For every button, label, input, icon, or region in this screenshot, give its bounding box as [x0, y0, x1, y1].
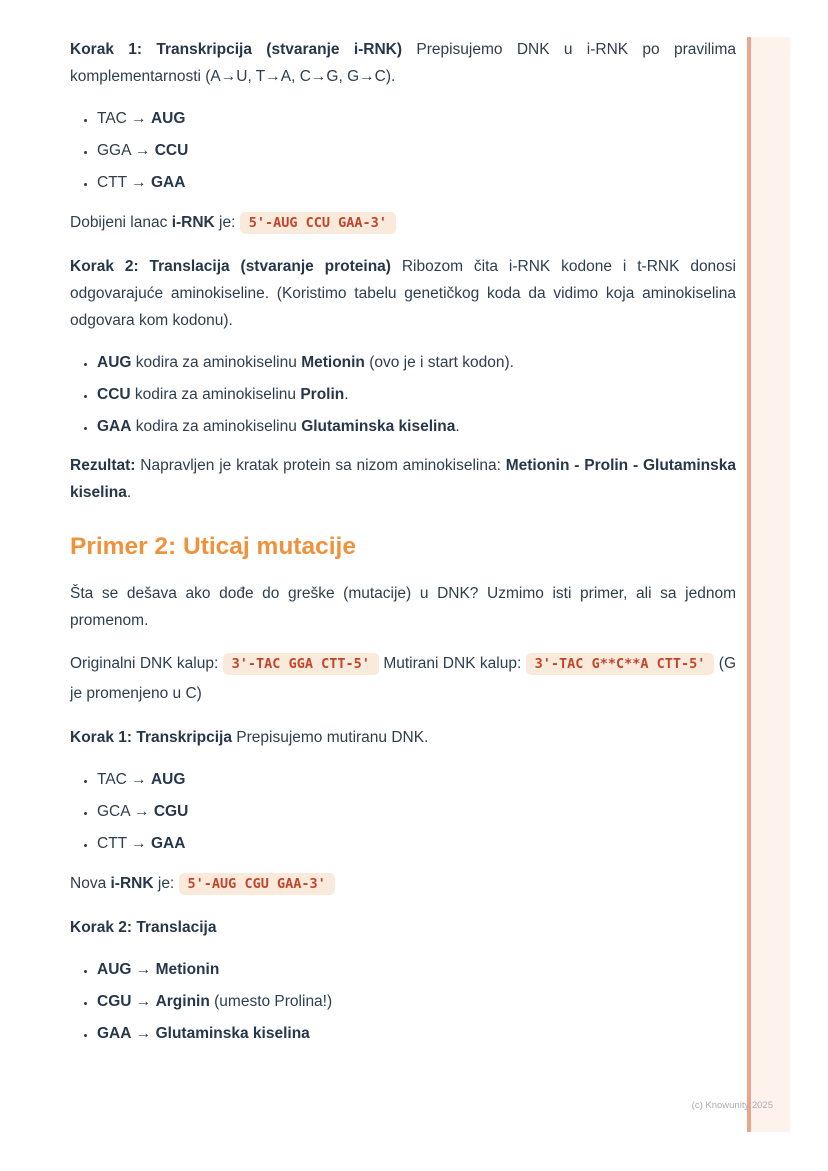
- bold-text: i-RNK: [171, 214, 215, 231]
- bold-text: Metionin: [155, 961, 220, 978]
- paragraph-korak1-transkripcija: [70, 36, 736, 90]
- text-segment: Dobijeni lanac: [70, 214, 172, 231]
- bold-text: CCU: [154, 142, 189, 159]
- code-chip-irnk-result: 5'-AUG CCU GAA-3': [240, 212, 396, 234]
- list-item: [97, 988, 736, 1015]
- text-segment: (ovo je i start kodon).: [364, 354, 514, 371]
- list-item: [97, 349, 736, 376]
- bold-text: AUG: [150, 771, 186, 788]
- paragraph-korak2-translacija: [70, 253, 736, 334]
- text-segment: TAC →: [97, 771, 151, 788]
- text-segment: GCA →: [97, 803, 154, 820]
- text-segment: CTT →: [97, 174, 151, 191]
- list-item: [97, 956, 736, 983]
- paragraph-rezultat: [70, 452, 736, 506]
- text-segment: →: [131, 961, 156, 978]
- text-segment: →: [131, 993, 156, 1010]
- bold-text: Metionin: [301, 354, 365, 371]
- text-segment: kodira za aminokiselinu: [130, 386, 301, 403]
- text-segment: Prepisujemo mutiranu DNK.: [231, 729, 429, 746]
- bold-text: Metionin - Prolin - Glutaminska kiselina: [70, 457, 736, 501]
- list-item: [97, 105, 736, 132]
- bold-text: CGU: [97, 993, 132, 1010]
- paragraph-mutation-intro: Šta se dešava ako dođe do greške (mutacije) u DNK? Uzmimo isti primer, ali sa jednom promenom.: [70, 585, 736, 629]
- text-segment: Prepisujemo DNK u i-RNK po pravilima komplementarnosti (A→U, T→A, C→G, G→C).: [70, 41, 736, 85]
- paragraph-dnk-templates: [70, 649, 736, 709]
- bold-text: Arginin: [155, 993, 210, 1010]
- paragraph-result-irnk: [70, 208, 736, 238]
- bold-text: GAA: [150, 174, 186, 191]
- code-chip-mutated-dnk: 3'-TAC G**C**A CTT-5': [526, 653, 715, 675]
- list-item: [97, 381, 736, 408]
- text-segment: TAC →: [97, 110, 151, 127]
- list-item: [97, 137, 736, 164]
- bold-text: GAA: [150, 835, 186, 852]
- list-item: [97, 413, 736, 440]
- paragraph-new-irnk: [70, 869, 736, 899]
- text-segment: →: [131, 1025, 156, 1042]
- amino-acid-list: [70, 349, 736, 440]
- text-segment: je:: [153, 875, 179, 892]
- bold-text: Korak 2: Translacija (stvaranje proteina): [70, 258, 391, 275]
- bold-text: i-RNK: [110, 875, 154, 892]
- bold-text: Rezultat:: [70, 457, 136, 474]
- text-segment: CTT →: [97, 835, 151, 852]
- text-segment: GGA →: [97, 142, 155, 159]
- bold-text: Prolin: [300, 386, 345, 403]
- list-item: [97, 169, 736, 196]
- text-segment: Napravljen je kratak protein sa nizom aminokiselina:: [135, 457, 506, 474]
- bold-text: AUG: [97, 961, 132, 978]
- text-segment: kodira za aminokiselinu: [131, 354, 302, 371]
- bold-text: GAA: [97, 1025, 132, 1042]
- codon-list-1: [70, 105, 736, 196]
- mutated-amino-acid-list: [70, 956, 736, 1047]
- bold-text: Glutaminska kiselina: [155, 1025, 310, 1042]
- text-segment: Ribozom čita i-RNK kodone i t-RNK donosi odgovarajuće aminokiseline. (Koristimo tabelu genetičkog koda da vidimo koja aminokiselina odgovara kom kodonu).: [70, 258, 736, 329]
- text-segment: Nova: [70, 875, 111, 892]
- paragraph-korak1-mutacija: [70, 724, 736, 751]
- code-chip-original-dnk: 3'-TAC GGA CTT-5': [223, 653, 379, 675]
- bold-text: Korak 1: Transkripcija (stvaranje i-RNK): [70, 41, 403, 58]
- section-heading-primer2: Primer 2: Uticaj mutacije: [70, 533, 356, 560]
- text-segment: Mutirani DNK kalup:: [378, 655, 526, 672]
- codon-list-2: [70, 766, 736, 857]
- text-segment: je:: [214, 214, 240, 231]
- code-chip-new-irnk: 5'-AUG CGU GAA-3': [179, 873, 335, 895]
- document-body: [70, 36, 736, 1059]
- bold-text: CGU: [153, 803, 189, 820]
- text-segment: .: [344, 386, 349, 403]
- text-segment: kodira za aminokiselinu: [131, 418, 302, 435]
- paragraph-korak2-title: [70, 914, 736, 941]
- text-segment: .: [126, 484, 132, 501]
- bold-text: CCU: [97, 386, 131, 403]
- page-accent-stripe: [747, 37, 790, 1132]
- text-segment: (G je promenjeno u C): [70, 655, 737, 702]
- text-segment: (umesto Prolina!): [209, 993, 333, 1010]
- bold-text: GAA: [97, 418, 132, 435]
- text-segment: Originalni DNK kalup:: [70, 655, 223, 672]
- list-item: [97, 766, 736, 793]
- bold-text: Korak 1: Transkripcija: [70, 729, 232, 746]
- bold-text: AUG: [97, 354, 132, 371]
- footer-copyright: (c) Knowunity 2025: [691, 1100, 773, 1111]
- text-segment: .: [455, 418, 460, 435]
- list-item: [97, 830, 736, 857]
- list-item: [97, 1020, 736, 1047]
- bold-text: Korak 2: Translacija: [70, 919, 217, 936]
- bold-text: AUG: [150, 110, 186, 127]
- bold-text: Glutaminska kiselina: [301, 418, 456, 435]
- list-item: [97, 798, 736, 825]
